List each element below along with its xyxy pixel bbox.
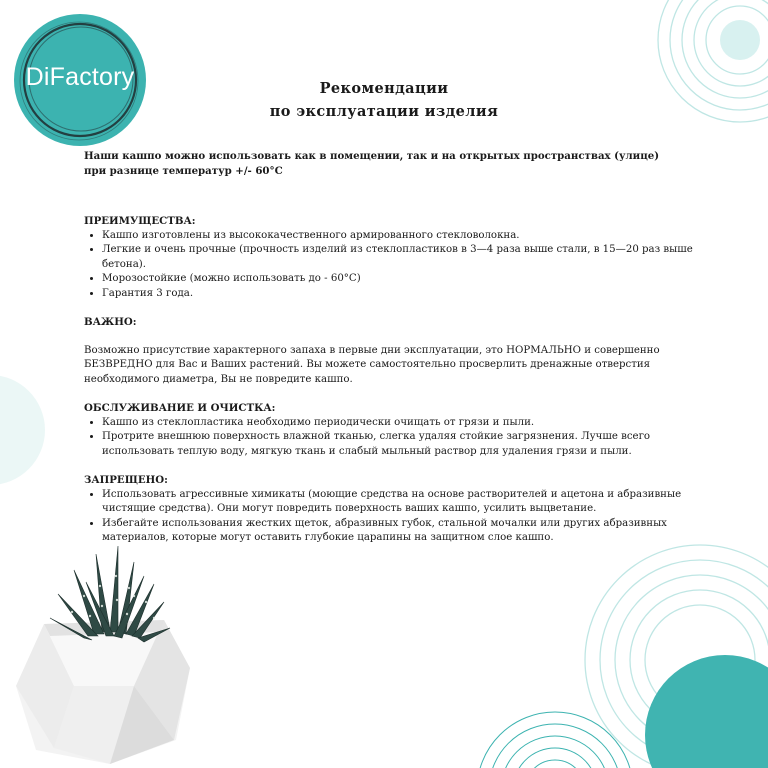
list-item: • Кашпо изготовлены из высококачественного армированного стекловолокна. — [102, 229, 696, 244]
list-item: • Использовать агрессивные химикаты (моющие средства на основе растворителей и ацетона и абразивные чистящие средства). Они могут повредить поверхность ваших кашпо, усилить выцветание. — [102, 488, 696, 517]
list-item: • Гарантия 3 года. — [102, 287, 696, 302]
pot — [16, 620, 190, 764]
forbidden-heading: ЗАПРЕЩЕНО: — [84, 474, 168, 486]
list-item: • Кашпо из стеклопластика необходимо периодически очищать от грязи и пыли. — [102, 416, 696, 431]
left-soft-glow — [0, 375, 45, 485]
advantages-heading: ПРЕИМУЩЕСТВА: — [84, 215, 196, 227]
top-right-circles — [658, 0, 768, 122]
page-title — [180, 77, 588, 123]
title-line-2: по эксплуатации изделия — [269, 103, 499, 120]
list-item: • Избегайте использования жестких щеток, абразивных губок, стальной мочалки или других абразивных материалов, которые могут оставить глубокие царапины на защитном слое кашпо. — [102, 517, 696, 546]
list-item: • Легкие и очень прочные (прочность изделий из стеклопластиков в 3—4 раза выше стали, в 15—20 раз выше бетона). — [102, 243, 696, 272]
intro-line-2: при разнице температур +/- 60°С — [84, 164, 283, 177]
important-text: Возможно присутствие характерного запаха в первые дни эксплуатации, это НОРМАЛЬНО и совершенно БЕЗВРЕДНО для Вас и Ваших растений. Вы можете самостоятельно просверлить дренажные отверстия необходимого диаметра, Вы не повредите кашпо. — [84, 344, 660, 385]
list-item: • Морозостойкие (можно использовать до - 60°С) — [102, 272, 696, 287]
advantages-list — [84, 229, 696, 302]
plant-pot-image — [14, 536, 200, 768]
important-heading: ВАЖНО: — [84, 316, 137, 328]
intro-text — [84, 149, 696, 178]
care-list — [84, 416, 696, 460]
title-line-1: Рекомендации — [319, 80, 449, 97]
care-heading: ОБСЛУЖИВАНИЕ И ОЧИСТКА: — [84, 402, 276, 414]
brand-logo — [10, 10, 150, 150]
content — [84, 149, 696, 546]
list-item: • Протрите внешнюю поверхность влажной тканью, слегка удаляя стойкие загрязнения. Лучше всего использовать теплую воду, мягкую ткань и слабый мыльный раствор для удаления грязи и пыли. — [102, 430, 696, 459]
bottom-right-solid-circle — [645, 655, 768, 768]
bottom-center-rings — [477, 712, 633, 768]
intro-line-1: Наши кашпо можно использовать как в помещении, так и на открытых пространствах (улице) — [84, 150, 660, 162]
logo-text: DiFactory — [25, 62, 135, 91]
